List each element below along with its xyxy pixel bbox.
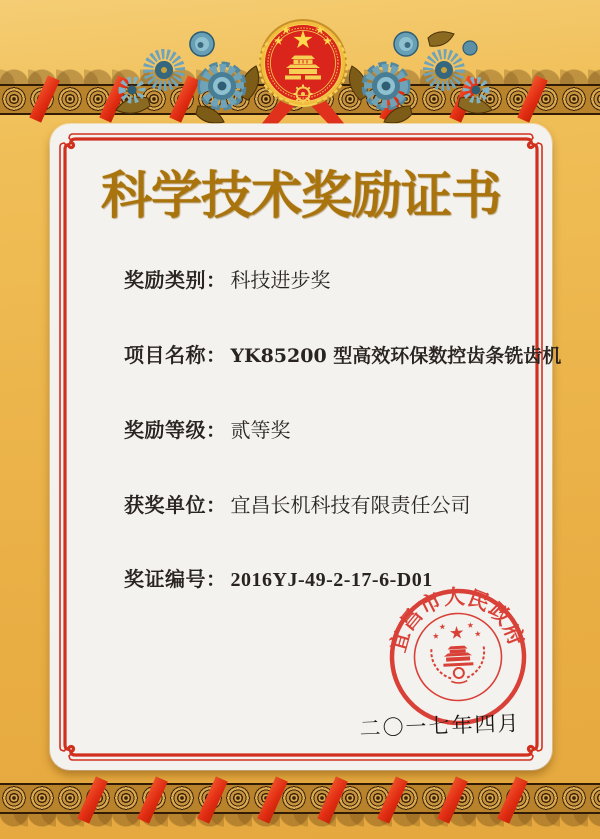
flower-bud-icon xyxy=(463,41,477,55)
awarded-unit-value: 宜昌长机科技有限责任公司 xyxy=(230,493,471,517)
svg-text:宜昌市人民政府 xyxy=(383,581,530,656)
certificate-number-value: 2016YJ-49-2-17-6-D01 xyxy=(230,569,433,591)
national-emblem-icon xyxy=(226,6,378,132)
rose-flower-icon xyxy=(394,32,418,56)
chrysanthemum-flower-icon xyxy=(428,54,460,86)
awarded-unit-label: 获奖单位： xyxy=(124,493,227,517)
project-name-label: 项目名称： xyxy=(124,343,227,367)
award-grade-label: 奖励等级： xyxy=(124,418,227,442)
field-row-project-name xyxy=(124,339,561,368)
gear-icon xyxy=(294,85,313,104)
award-grade-value: 贰等奖 xyxy=(230,418,291,442)
award-category-label: 奖励类别： xyxy=(124,268,227,292)
issue-date: 二〇一七年四月 xyxy=(359,711,521,741)
field-row-award-grade xyxy=(124,414,291,443)
project-name-value: YK85200 型高效环保数控齿条铣齿机 xyxy=(230,345,562,367)
field-row-award-category xyxy=(124,264,331,293)
certificate-number-label: 奖证编号： xyxy=(124,567,227,591)
certificate-title: 科学技术奖励证书 xyxy=(100,166,501,226)
award-category-value: 科技进步奖 xyxy=(230,268,331,292)
certificate-panel xyxy=(50,124,562,770)
seal-text: 宜昌市人民政府 xyxy=(385,584,530,655)
field-row-awarded-unit xyxy=(124,489,471,518)
seal-emblem-icon xyxy=(430,621,486,684)
